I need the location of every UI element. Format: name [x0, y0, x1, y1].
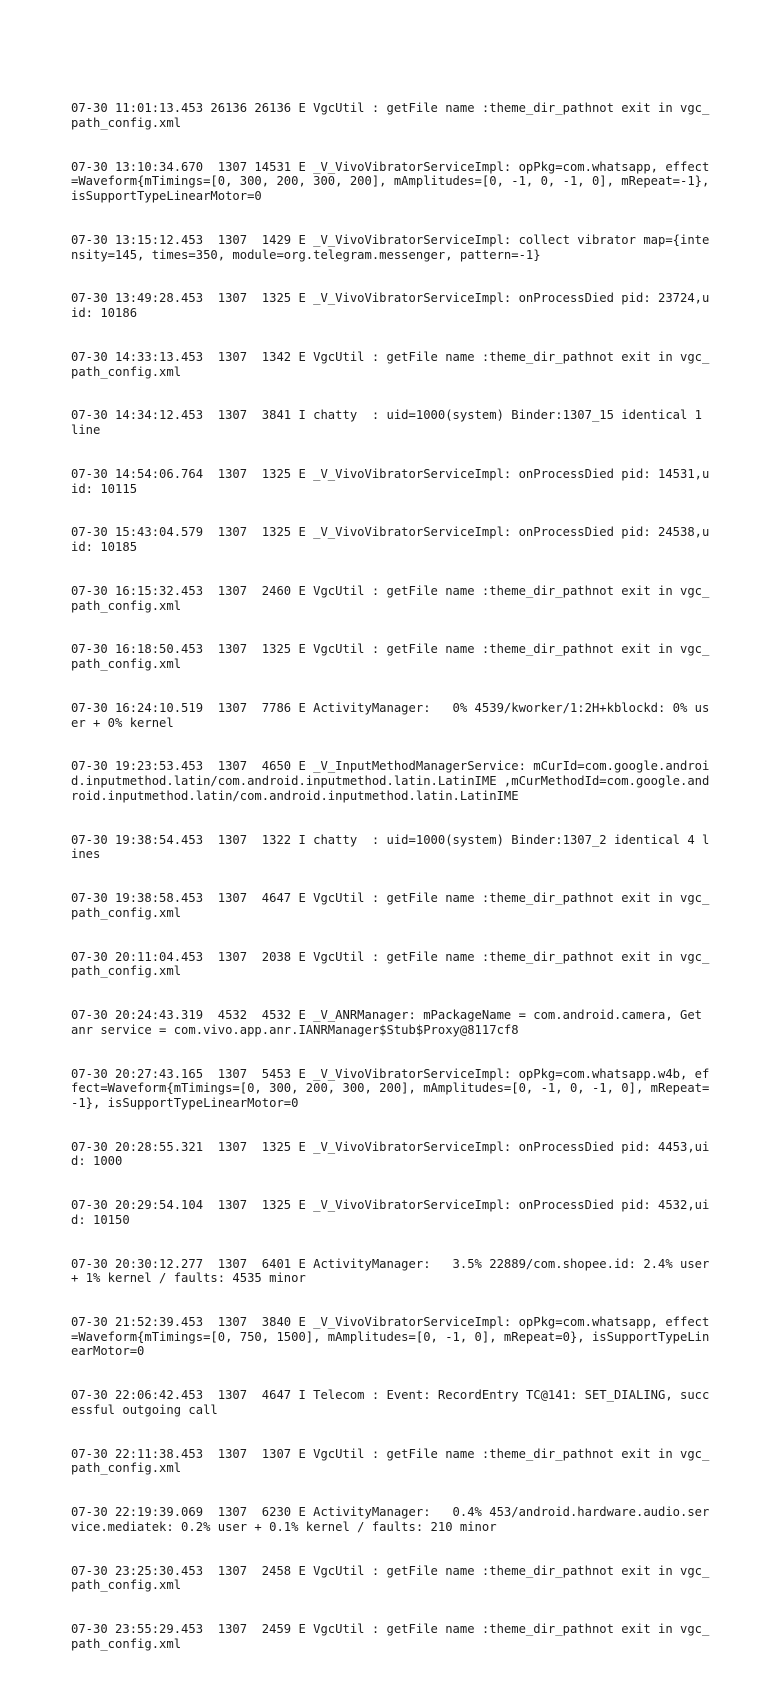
log-entry: 07-30 20:30:12.277 1307 6401 E ActivityManager: 3.5% 22889/com.shopee.id: 2.4% user + 1% kernel / faults: 4535 minor — [71, 1256, 717, 1286]
log-text-block — [71, 72, 717, 1681]
log-entry: 07-30 20:28:55.321 1307 1325 E _V_VivoVibratorServiceImpl: onProcessDied pid: 4453,uid: 1000 — [71, 1139, 710, 1169]
log-entry: 07-30 19:38:58.453 1307 4647 E VgcUtil : getFile name :theme_dir_pathnot exit in vgc_path_config.xml — [71, 891, 710, 920]
log-entry: 07-30 19:23:53.453 1307 4650 E _V_InputMethodManagerService: mCurId=com.google.android.inputmethod.latin/com.android.inputmethod.latin.LatinIME ,mCurMethodId=com.google.android.inputmethod.latin/com.android.inputmethod.latin.LatinIME — [71, 759, 710, 803]
log-entry: 07-30 20:29:54.104 1307 1325 E _V_VivoVibratorServiceImpl: onProcessDied pid: 4532,uid: 10150 — [71, 1198, 710, 1227]
log-entry: 07-30 20:27:43.165 1307 5453 E _V_VivoVibratorServiceImpl: opPkg=com.whatsapp.w4b, effect=Waveform{mTimings=[0, 300, 200, 300, 200], mAmplitudes=[0, -1, 0, -1, 0], mRepeat=-1}, isSupportTypeLinearMotor=0 — [71, 1066, 710, 1110]
log-entry: 07-30 22:11:38.453 1307 1307 E VgcUtil : getFile name :theme_dir_pathnot exit in vgc_path_config.xml — [71, 1446, 710, 1476]
log-entry: 07-30 20:24:43.319 4532 4532 E _V_ANRManager: mPackageName = com.android.camera, Get anr service = com.vivo.app.anr.IANRManager$Stub$Proxy@8117cf8 — [71, 1008, 710, 1037]
log-entry: 07-30 14:34:12.453 1307 3841 I chatty : uid=1000(system) Binder:1307_15 identical 1 line — [71, 408, 710, 437]
log-entry: 07-30 14:54:06.764 1307 1325 E _V_VivoVibratorServiceImpl: onProcessDied pid: 14531,uid: 10115 — [71, 466, 710, 496]
log-entry: 07-30 14:33:13.453 1307 1342 E VgcUtil : getFile name :theme_dir_pathnot exit in vgc_path_config.xml — [71, 349, 710, 379]
log-entry: 07-30 23:25:30.453 1307 2458 E VgcUtil : getFile name :theme_dir_pathnot exit in vgc_path_config.xml — [71, 1563, 710, 1593]
log-entry: 07-30 22:06:42.453 1307 4647 I Telecom : Event: RecordEntry TC@141: SET_DIALING, successful outgoing call — [71, 1388, 710, 1417]
log-entry: 07-30 16:15:32.453 1307 2460 E VgcUtil : getFile name :theme_dir_pathnot exit in vgc_path_config.xml — [71, 583, 710, 613]
log-entry: 07-30 16:24:10.519 1307 7786 E ActivityManager: 0% 4539/kworker/1:2H+kblockd: 0% user + 0% kernel — [71, 700, 710, 730]
log-entry: 07-30 20:11:04.453 1307 2038 E VgcUtil : getFile name :theme_dir_pathnot exit in vgc_path_config.xml — [71, 949, 710, 979]
log-entry: 07-30 22:19:39.069 1307 6230 E ActivityManager: 0.4% 453/android.hardware.audio.service.mediatek: 0.2% user + 0.1% kernel / faults: 210 minor — [71, 1505, 710, 1534]
log-entry: 07-30 13:15:12.453 1307 1429 E _V_VivoVibratorServiceImpl: collect vibrator map={intensity=145, times=350, module=org.telegram.messenger, pattern=-1} — [71, 232, 710, 262]
log-entry: 07-30 15:43:04.579 1307 1325 E _V_VivoVibratorServiceImpl: onProcessDied pid: 24538,uid: 10185 — [71, 525, 710, 554]
log-entry: 07-30 23:55:29.453 1307 2459 E VgcUtil : getFile name :theme_dir_pathnot exit in vgc_path_config.xml — [71, 1622, 710, 1651]
log-entry: 07-30 16:18:50.453 1307 1325 E VgcUtil : getFile name :theme_dir_pathnot exit in vgc_path_config.xml — [71, 642, 710, 671]
log-entry: 07-30 19:38:54.453 1307 1322 I chatty : uid=1000(system) Binder:1307_2 identical 4 lines — [71, 832, 710, 862]
log-entry: 07-30 11:01:13.453 26136 26136 E VgcUtil : getFile name :theme_dir_pathnot exit in vgc_path_config.xml — [71, 101, 710, 130]
log-entry: 07-30 13:10:34.670 1307 14531 E _V_VivoVibratorServiceImpl: opPkg=com.whatsapp, effect=Waveform{mTimings=[0, 300, 200, 300, 200], mAmplitudes=[0, -1, 0, -1, 0], mRepeat=-1}, isSupportTypeLinearMotor=0 — [71, 159, 717, 203]
log-entry: 07-30 21:52:39.453 1307 3840 E _V_VivoVibratorServiceImpl: opPkg=com.whatsapp, effect=Waveform{mTimings=[0, 750, 1500], mAmplitudes=[0, -1, 0], mRepeat=0}, isSupportTypeLinearMotor=0 — [71, 1315, 710, 1359]
log-entry: 07-30 13:49:28.453 1307 1325 E _V_VivoVibratorServiceImpl: onProcessDied pid: 23724,uid: 10186 — [71, 291, 710, 320]
